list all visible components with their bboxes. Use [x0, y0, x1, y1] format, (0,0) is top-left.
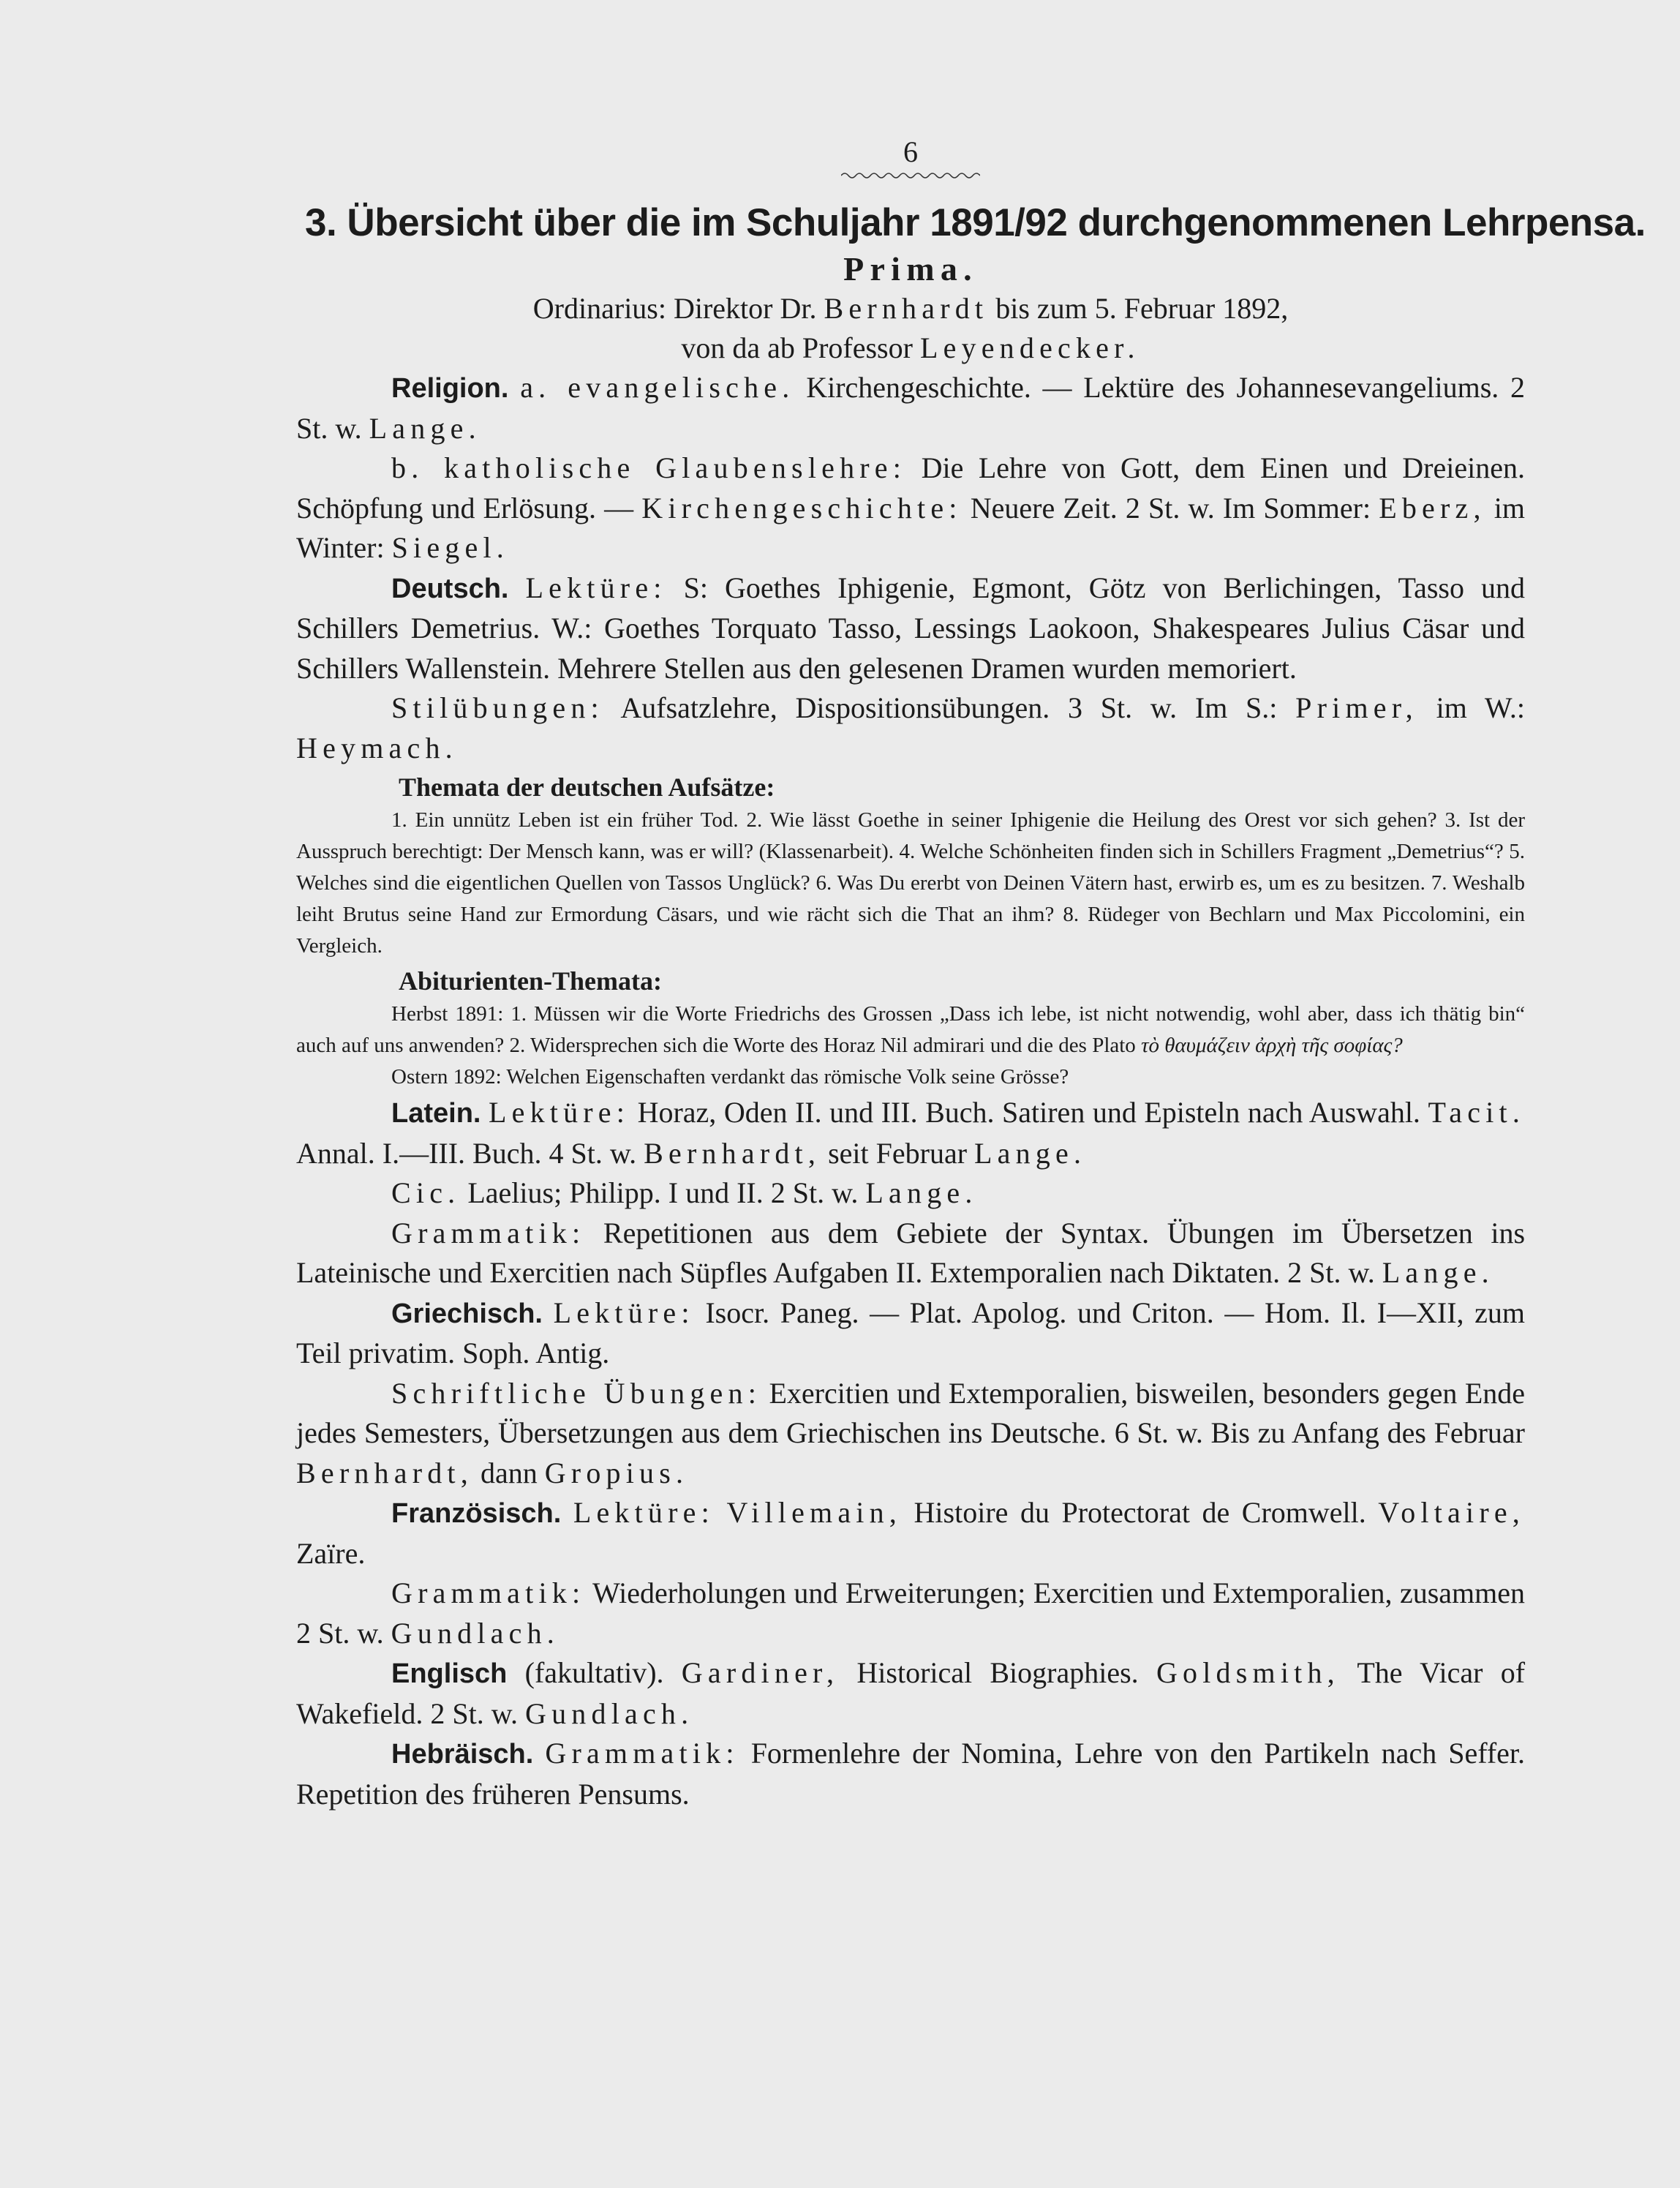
themata-list: 1. Ein unnütz Leben ist ein früher Tod. 2. Wie lässt Goethe in seiner Iphigenie die Heilung des Orest vor sich gehen? 3. Ist der Ausspruch berechtigt: Der Mensch kann, was er will? (Klassenarbeit). 4. Welche Schönheiten finden sich in Schillers Fragment „Demetrius“? 5. Welches sind die eigentlichen Quellen von Tassos Unglück? 6. Was Du ererbt von Deinen Vätern hast, erwirb es, um es zu besitzen. 7. Weshalb leiht Brutus seine Hand zur Ermordung Cäsars, und wie rächt sich die That an ihm? 8. Rüdeger von Bechlarn und Max Piccolomini, ein Vergleich. — [296, 808, 1525, 958]
latein-cicero: Cic. Laelius; Philipp. I und II. 2 St. w. Lange. — [391, 1176, 978, 1209]
latein-lektuere: Latein. Lektüre: Horaz, Oden II. und III. Buch. Satiren und Episteln nach Auswahl. Tacit. Annal. I.—III. Buch. 4 St. w. Bernhardt, seit Februar Lange. — [296, 1096, 1526, 1170]
hebraeisch-heading: Hebräisch. — [391, 1739, 534, 1770]
hebraeisch-section: Hebräisch. Grammatik: Formenlehre der Nomina, Lehre von den Partikeln nach Seffer. Repetition des früheren Pensums. — [296, 1737, 1526, 1811]
religion-evangelical: Religion. a. evangelische. Kirchengeschichte. — Lektüre des Johannesevangeliums. 2 St. w. Lange. — [296, 371, 1525, 445]
religion-heading: Religion. — [391, 373, 509, 404]
ornament-squiggle — [841, 170, 980, 181]
franzoesisch-grammatik: Grammatik: Wiederholungen und Erweiterungen; Exercitien und Extemporalien, zusammen 2 St. w. Gundlach. — [296, 1576, 1526, 1650]
abitur-herbst: Herbst 1891: 1. Müssen wir die Worte Friedrichs des Grossen „Dass ich lebe, ist nicht notwendig, wohl aber, dass ich thätig bin“ auch auf uns anwenden? 2. Widersprechen sich die Worte des Horaz Nil admirari und die des Plato τὸ θαυμάζειν ἀρχὴ τῆς σοφίας? — [296, 1002, 1525, 1057]
latein-heading: Latein. — [391, 1098, 481, 1129]
abitur-ostern: Ostern 1892: Welchen Eigenschaften verdankt das römische Volk seine Grösse? — [391, 1065, 1069, 1089]
class-heading: Prima. — [843, 250, 978, 287]
franzoesisch-heading: Französisch. — [391, 1498, 562, 1529]
themata-heading: Themata der deutschen Aufsätze: — [399, 772, 775, 802]
document-page — [296, 135, 1646, 1814]
ordinarius-line-2: von da ab Professor Leyendecker. — [681, 331, 1140, 364]
latein-grammatik: Grammatik: Repetitionen aus dem Gebiete der Syntax. Übungen im Übersetzen ins Lateinische und Exercitien nach Süpfles Aufgaben II. Extemporalien nach Diktaten. 2 St. w. Lange. — [296, 1216, 1526, 1289]
englisch-section: Englisch (fakultativ). Gardiner, Historical Biographies. Goldsmith, The Vicar of Wakefield. 2 St. w. Gundlach. — [296, 1656, 1526, 1730]
religion-catholic: b. katholische Glaubenslehre: Die Lehre von Gott, dem Einen und Dreieinen. Schöpfung und Erlösung. — Kirchengeschichte: Neuere Zeit. 2 St. w. Im Sommer: Eberz, im Winter: Siegel. — [296, 451, 1526, 564]
deutsch-heading: Deutsch. — [391, 573, 509, 604]
abitur-heading: Abiturienten-Themata: — [399, 966, 662, 996]
deutsch-stiluebungen: Stilübungen: Aufsatzlehre, Dispositionsübungen. 3 St. w. Im S.: Primer, im W.: Heymach. — [296, 691, 1526, 764]
franzoesisch-lektuere: Französisch. Lektüre: Villemain, Histoire du Protectorat de Cromwell. Voltaire, Zaïre. — [296, 1496, 1525, 1570]
deutsch-lektuere: Deutsch. Lektüre: S: Goethes Iphigenie, Egmont, Götz von Berlichingen, Tasso und Schillers Demetrius. W.: Goethes Torquato Tasso, Lessings Laokoon, Shakespeares Julius Cäsar und Schillers Wallenstein. Mehrere Stellen aus den gelesenen Dramen wurden memoriert. — [296, 571, 1526, 685]
page-number: 6 — [903, 135, 918, 168]
griechisch-lektuere: Griechisch. Lektüre: Isocr. Paneg. — Plat. Apolog. und Criton. — Hom. Il. I—XII, zum Teil privatim. Soph. Antig. — [296, 1296, 1526, 1369]
page-title: 3. Übersicht über die im Schuljahr 1891/92 durchgenommenen Lehrpensa. — [305, 201, 1646, 244]
griechisch-heading: Griechisch. — [391, 1298, 543, 1329]
ordinarius-line-1: Ordinarius: Direktor Dr. Bernhardt bis zum 5. Februar 1892, — [532, 292, 1289, 325]
griechisch-uebungen: Schriftliche Übungen: Exercitien und Extemporalien, bisweilen, besonders gegen Ende jedes Semesters, Übersetzungen aus dem Griechischen ins Deutsche. 6 St. w. Bis zu Anfang des Februar Bernhardt, dann Gropius. — [296, 1376, 1526, 1489]
englisch-heading: Englisch — [391, 1658, 508, 1689]
